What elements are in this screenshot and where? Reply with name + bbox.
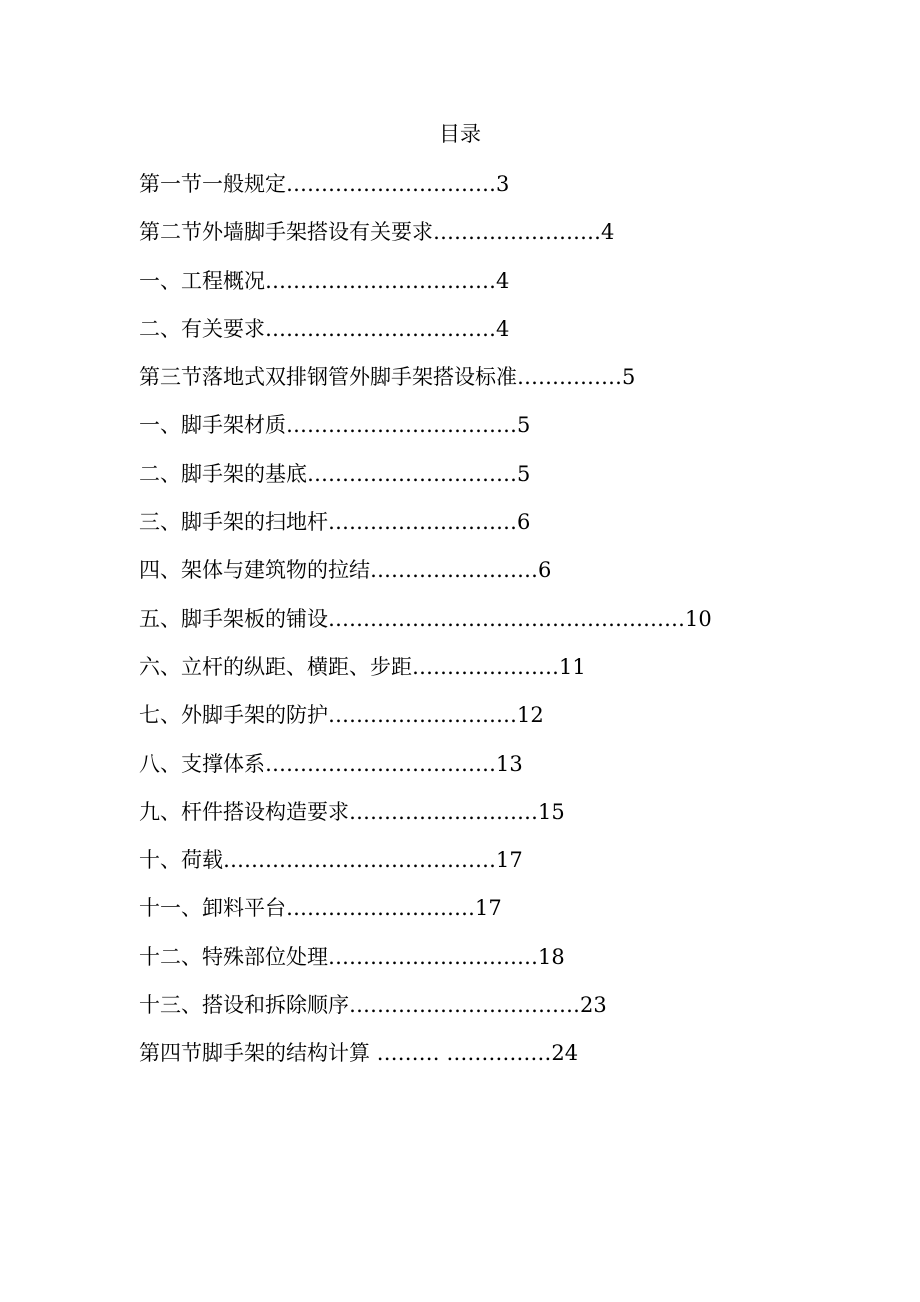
toc-entry-page: 6 (538, 558, 552, 583)
toc-entry-text: 五、脚手架板的铺设 (139, 606, 328, 631)
toc-entry-page: 13 (496, 751, 523, 776)
toc-entry (139, 651, 712, 699)
toc-entry (139, 216, 712, 264)
toc-entry-text: 二、有关要求 (139, 316, 265, 341)
toc-entry-leader: ………………… (412, 654, 559, 679)
toc-entry-leader: ……… …………… (370, 1041, 552, 1066)
toc-entry (139, 168, 712, 216)
toc-entry-page: 23 (580, 993, 607, 1018)
toc-entry-page: 5 (517, 461, 531, 486)
toc-entry-leader: …………………………………………… (328, 606, 685, 631)
toc-entry (139, 941, 712, 989)
toc-entry-text: 十二、特殊部位处理 (139, 944, 328, 969)
toc-entry-leader: ………………………… (307, 461, 517, 486)
toc-entry-leader: ………………………… (286, 172, 496, 196)
toc-entry-text: 十一、卸料平台 (139, 896, 286, 921)
toc-entry-page: 3 (496, 172, 510, 196)
toc-entry-page: 11 (559, 654, 586, 679)
toc-entry (139, 603, 712, 651)
toc-entry-leader: …………………… (370, 558, 538, 583)
toc-entry (139, 989, 712, 1037)
toc-entry-text: 二、脚手架的基底 (139, 461, 307, 486)
toc-entry (139, 409, 712, 457)
toc-entry-leader: …………………………… (265, 268, 496, 293)
toc-entry (139, 361, 712, 409)
toc-title: 目录 (439, 122, 481, 146)
toc-entry-leader: ……………………… (328, 703, 517, 728)
toc-entry (139, 748, 712, 796)
toc-entry-text: 三、脚手架的扫地杆 (139, 510, 328, 535)
toc-list (139, 168, 712, 1086)
toc-entry (139, 265, 712, 313)
toc-entry-text: 九、杆件搭设构造要求 (139, 799, 349, 824)
toc-entry-leader: ………………………… (328, 944, 538, 969)
toc-entry (139, 458, 712, 506)
toc-entry-page: 18 (538, 944, 565, 969)
toc-entry-leader: …………… (517, 365, 622, 390)
toc-entry (139, 699, 712, 747)
toc-entry-leader: …………………………… (286, 413, 517, 438)
toc-entry-page: 17 (475, 896, 502, 921)
toc-entry-leader: …………………………… (265, 316, 496, 341)
toc-entry-leader: ……………………… (328, 510, 517, 535)
toc-entry-leader: …………………………… (349, 993, 580, 1018)
toc-entry (139, 313, 712, 361)
toc-entry (139, 554, 712, 602)
toc-entry-leader: ………………………………… (223, 848, 496, 873)
toc-entry (139, 844, 712, 892)
toc-entry-page: 4 (496, 316, 510, 341)
toc-entry-text: 第二节外墙脚手架搭设有关要求 (139, 220, 433, 245)
toc-entry-page: 24 (551, 1041, 579, 1066)
toc-entry-text: 第四节脚手架的结构计算 (139, 1041, 370, 1066)
toc-entry-leader: ……………………… (349, 799, 538, 824)
toc-entry-text: 一、脚手架材质 (139, 413, 286, 438)
toc-entry-page: 5 (517, 413, 531, 438)
toc-entry-text: 四、架体与建筑物的拉结 (139, 558, 370, 583)
toc-entry-leader: …………………………… (265, 751, 496, 776)
toc-entry-leader: ……………………… (286, 896, 475, 921)
toc-entry-text: 一、工程概况 (139, 268, 265, 293)
toc-entry-text: 十三、搭设和拆除顺序 (139, 993, 349, 1018)
toc-entry (139, 796, 712, 844)
toc-entry (139, 506, 712, 554)
toc-entry (139, 1037, 712, 1085)
toc-entry-text: 八、支撑体系 (139, 751, 265, 776)
toc-entry-text: 七、外脚手架的防护 (139, 703, 328, 728)
toc-entry-text: 第三节落地式双排钢管外脚手架搭设标准 (139, 365, 517, 390)
toc-entry-page: 5 (622, 365, 636, 390)
toc-entry-text: 六、立杆的纵距、横距、步距 (139, 654, 412, 679)
toc-entry-page: 6 (517, 510, 531, 535)
toc-entry-page: 4 (496, 268, 510, 293)
toc-entry-page: 15 (538, 799, 565, 824)
toc-entry-page: 10 (685, 606, 712, 631)
toc-entry-page: 12 (517, 703, 544, 728)
toc-entry-leader: …………………… (433, 220, 601, 245)
toc-entry-page: 4 (601, 220, 615, 245)
toc-entry-page: 17 (496, 848, 523, 873)
toc-entry-text: 第一节一般规定 (139, 172, 286, 196)
toc-entry (139, 892, 712, 940)
toc-entry-text: 十、荷载 (139, 848, 223, 873)
